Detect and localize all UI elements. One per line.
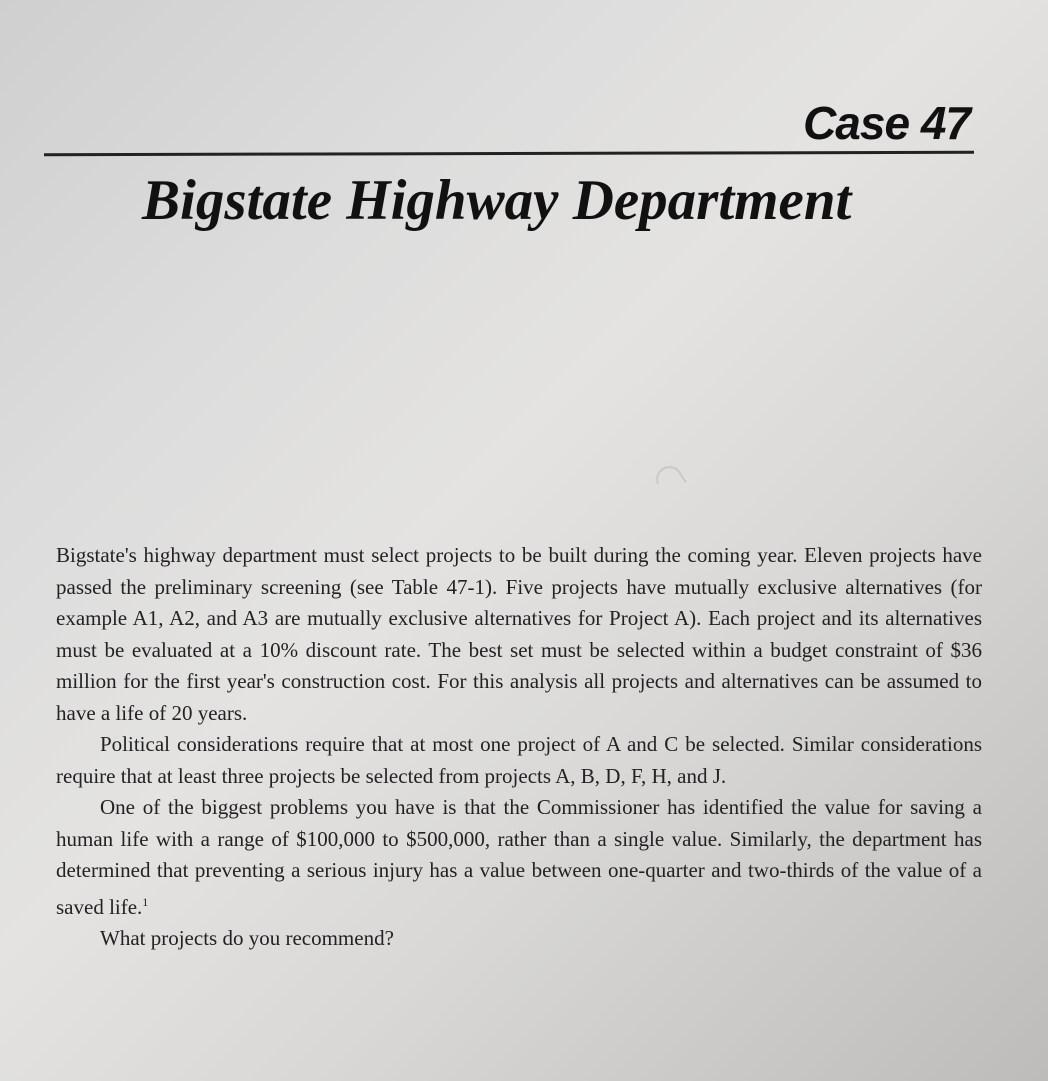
footnote-marker: 1 bbox=[142, 894, 149, 909]
case-label: Case 47 bbox=[803, 97, 970, 149]
body-text bbox=[56, 540, 982, 955]
paragraph-4: What projects do you recommend? bbox=[100, 926, 394, 950]
paragraph-1: Bigstate's highway department must select projects to be built during the coming year. Eleven projects have passed the preliminary screening (see Table 47-1). Five projects have mutually exclusive alternatives (for example A1, A2, and A3 are mutually exclusive alternatives for Project A). Each project and its alternatives must be evaluated at a 10% discount rate. The best set must be selected within a budget constraint of $36 million for the first year's construction cost. For this analysis all projects and alternatives can be assumed to have a life of 20 years. bbox=[56, 543, 982, 725]
paragraph-3-text: One of the biggest problems you have is that the Commissioner has identified the value for saving a human life with a range of $100,000 to $500,000, rather than a single value. Similarly, the department has determined that preventing a serious injury has a value between one-quarter and two-thirds of the value of a saved life. bbox=[56, 795, 982, 919]
paragraph-2: Political considerations require that at most one project of A and C be selected. Similar considerations require that at least three projects be selected from projects A, B, D, F, H, and J. bbox=[56, 732, 982, 788]
header-rule bbox=[44, 151, 974, 156]
page-title: Bigstate Highway Department bbox=[142, 169, 852, 232]
paragraph-3 bbox=[56, 792, 982, 923]
pen-mark-icon bbox=[650, 460, 690, 490]
